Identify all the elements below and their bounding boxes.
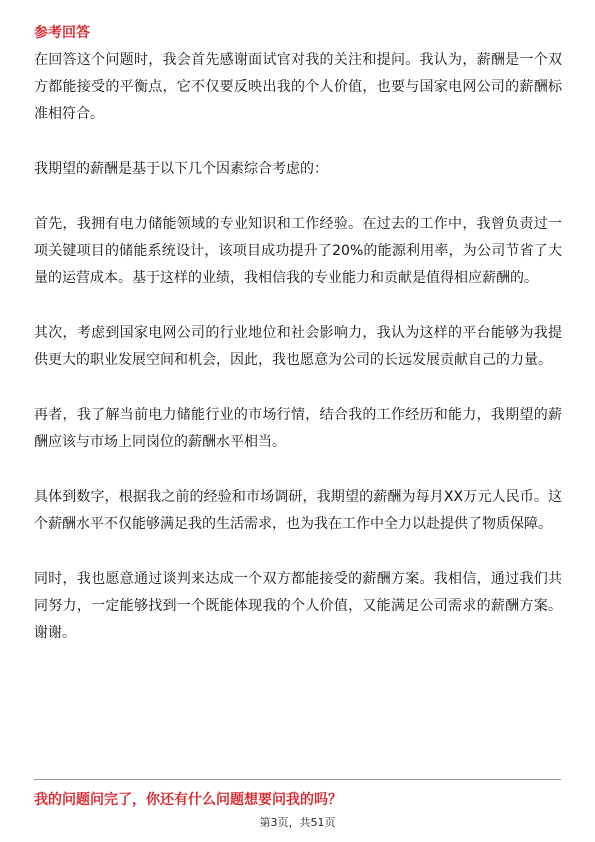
answer-paragraph-1: 在回答这个问题时，我会首先感谢面试官对我的关注和提问。我认为，薪酬是一个双方都能接受的平衡点，它不仅要反映出我的个人价值，也要与国家电网公司的薪酬标准相符合。 [34, 52, 562, 122]
page-number: 第3页，共51页 [259, 816, 336, 829]
answer-paragraph-6: 具体到数字，根据我之前的经验和市场调研，我期望的薪酬为每月XX万元人民币。这个薪酬水平不仅能够满足我的生活需求，也为我在工作中全力以赴提供了物质保障。 [34, 489, 562, 532]
answer-paragraph-5: 再者，我了解当前电力储能行业的市场行情，结合我的工作经历和能力，我期望的薪酬应该与市场上同岗位的薪酬水平相当。 [34, 407, 562, 450]
closing-question: 我的问题问完了，你还有什么问题想要问我的吗？ [34, 792, 342, 808]
answer-paragraph-4: 其次，考虑到国家电网公司的行业地位和社会影响力，我认为这样的平台能够为我提供更大的职业发展空间和机会，因此，我也愿意为公司的长远发展贡献自己的力量。 [34, 325, 562, 368]
answer-paragraph-7: 同时，我也愿意通过谈判来达成一个双方都能接受的薪酬方案。我相信，通过我们共同努力，一定能够找到一个既能体现我的个人价值，又能满足公司需求的薪酬方案。谢谢。 [34, 571, 562, 641]
section-divider [34, 779, 561, 780]
section-title: 参考回答 [34, 25, 90, 41]
answer-paragraph-3: 首先，我拥有电力储能领域的专业知识和工作经验。在过去的工作中，我曾负责过一项关键项目的储能系统设计，该项目成功提升了20%的能源利用率，为公司节省了大量的运营成本。基于这样的业绩，我相信我的专业能力和贡献是值得相应薪酬的。 [34, 216, 562, 286]
answer-paragraph-2: 我期望的薪酬是基于以下几个因素综合考虑的： [34, 161, 328, 177]
answer-body [34, 47, 562, 675]
